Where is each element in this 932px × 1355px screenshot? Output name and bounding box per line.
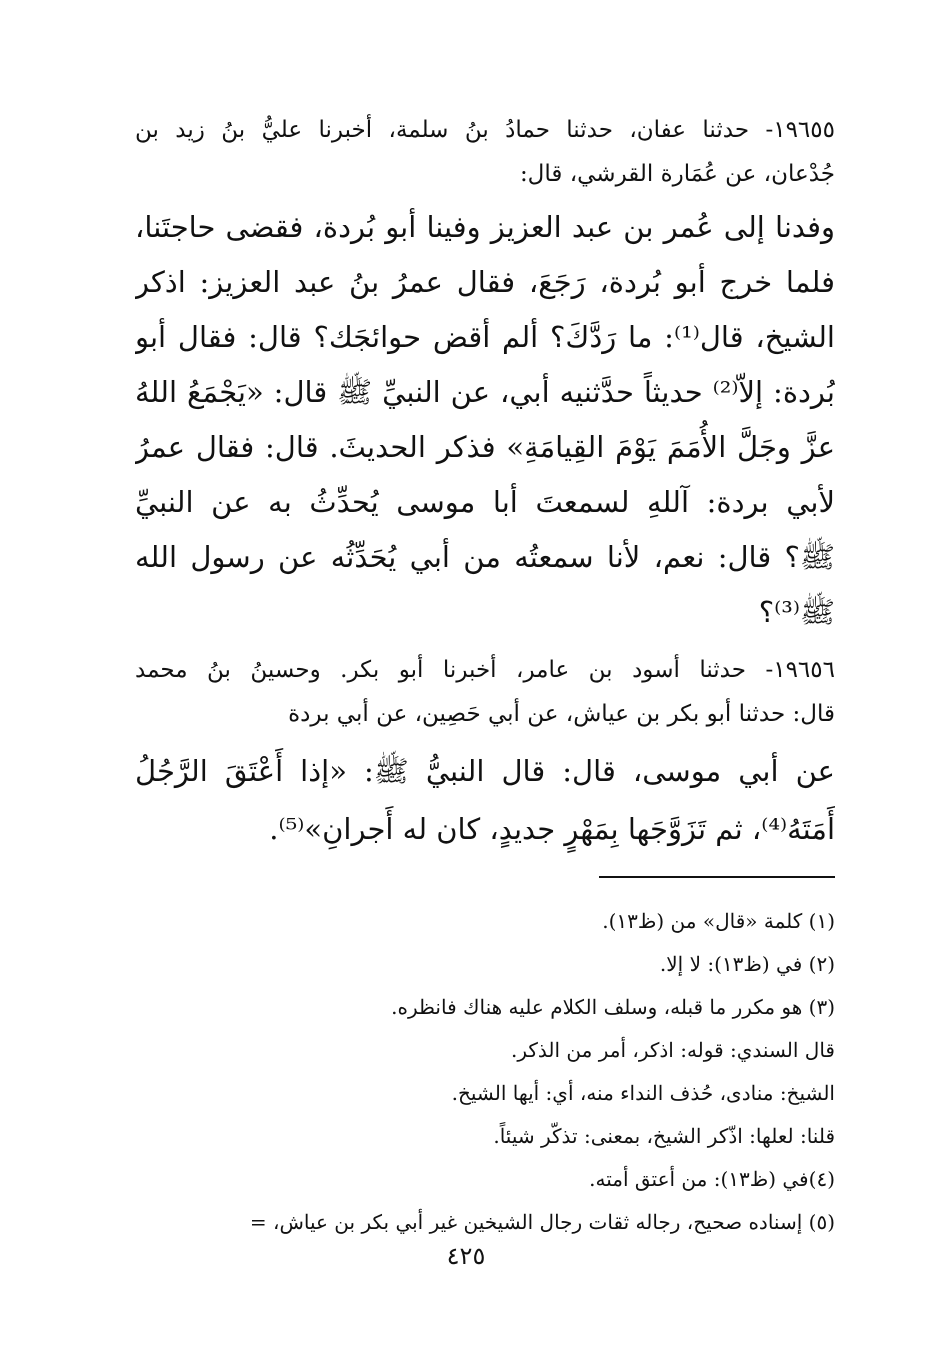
page-number: ٤٢٥ <box>446 1242 486 1270</box>
footnotes <box>135 900 835 1244</box>
text-line: وفدنا إلى عُمر بن عبد العزيز وفينا أبو بُردة، فقضى حاجتَنا، <box>135 210 835 244</box>
footnote-separator <box>599 876 835 878</box>
footnote: (٢) في (ظ١٣): لا إلا. <box>659 952 835 976</box>
text-line: أَمَتَهُ⁽⁴⁾، ثم تَزَوَّجَها بِمَهْرٍ جديدٍ، كان له أَجرانِ»⁽⁵⁾. <box>269 812 835 846</box>
hadith-19655-matn <box>135 200 835 640</box>
hadith-19656-isnad <box>135 648 835 736</box>
text-line: بُردة: إلاّ⁽²⁾ حديثاً حدَّثنيه أبي، عن النبيِّ ﷺ قال: «يَجْمَعُ اللهُ <box>135 375 835 409</box>
hadith-19655-isnad <box>135 108 835 196</box>
text-line: لأبي بردة: آللهِ لسمعتَ أبا موسى يُحدِّثُ به عن النبيِّ <box>135 485 835 519</box>
text-line: فلما خرج أبو بُردة، رَجَعَ، فقال عمرُ بنُ عبد العزيز: اذكر <box>135 265 835 299</box>
text-line: قال: حدثنا أبو بكر بن عياش، عن أبي حَصِين، عن أبي بردة <box>288 701 835 727</box>
footnote: (٤)في (ظ١٣): من أعتق أمته. <box>589 1167 835 1191</box>
text-line: جُدْعان، عن عُمَارة القرشي، قال: <box>519 161 835 187</box>
footnote: الشيخ: منادى، حُذف النداء منه، أي: أيها الشيخ. <box>451 1081 835 1105</box>
footnote: (٥) إسناده صحيح، رجاله ثقات رجال الشيخين غير أبي بكر بن عياش، = <box>249 1210 835 1234</box>
footnote: قال السندي: قوله: اذكر، أمر من الذكر. <box>511 1038 835 1062</box>
footnote: (٣) هو مكرر ما قبله، وسلف الكلام عليه هناك فانظره. <box>391 995 835 1019</box>
footnote: (١) كلمة «قال» من (ظ١٣). <box>602 909 835 933</box>
text-line: ﷺ⁽³⁾؟ <box>758 595 835 629</box>
text-line: عن أبي موسى، قال: قال النبيُّ ﷺ: «إذا أَعْتَقَ الرَّجُلُ <box>135 754 835 788</box>
text-line: عزَّ وجَلَّ الأُمَمَ يَوْمَ القِيامَةِ» فذكر الحديثَ. قال: فقال عمرُ <box>135 430 835 464</box>
text-line: ١٩٦٥٥- حدثنا عفان، حدثنا حمادُ بنُ سلمة، أخبرنا عليُّ بنُ زيد بن <box>135 117 835 143</box>
text-line: ١٩٦٥٦- حدثنا أسود بن عامر، أخبرنا أبو بكر. وحسينُ بنُ محمد <box>135 657 835 683</box>
footnote: قلنا: لعلها: اذّكر الشيخ، بمعنى: تذكّر شيئاً. <box>493 1124 835 1148</box>
hadith-19656-matn <box>135 742 835 858</box>
text-line: ﷺ؟ قال: نعم، لأنا سمعتُه من أبي يُحَدِّثُه عن رسول الله <box>135 540 835 574</box>
text-line: الشيخ، قال⁽¹⁾: ما رَدَّكَ؟ ألم أقض حوائجَك؟ قال: فقال أبو <box>135 320 835 354</box>
